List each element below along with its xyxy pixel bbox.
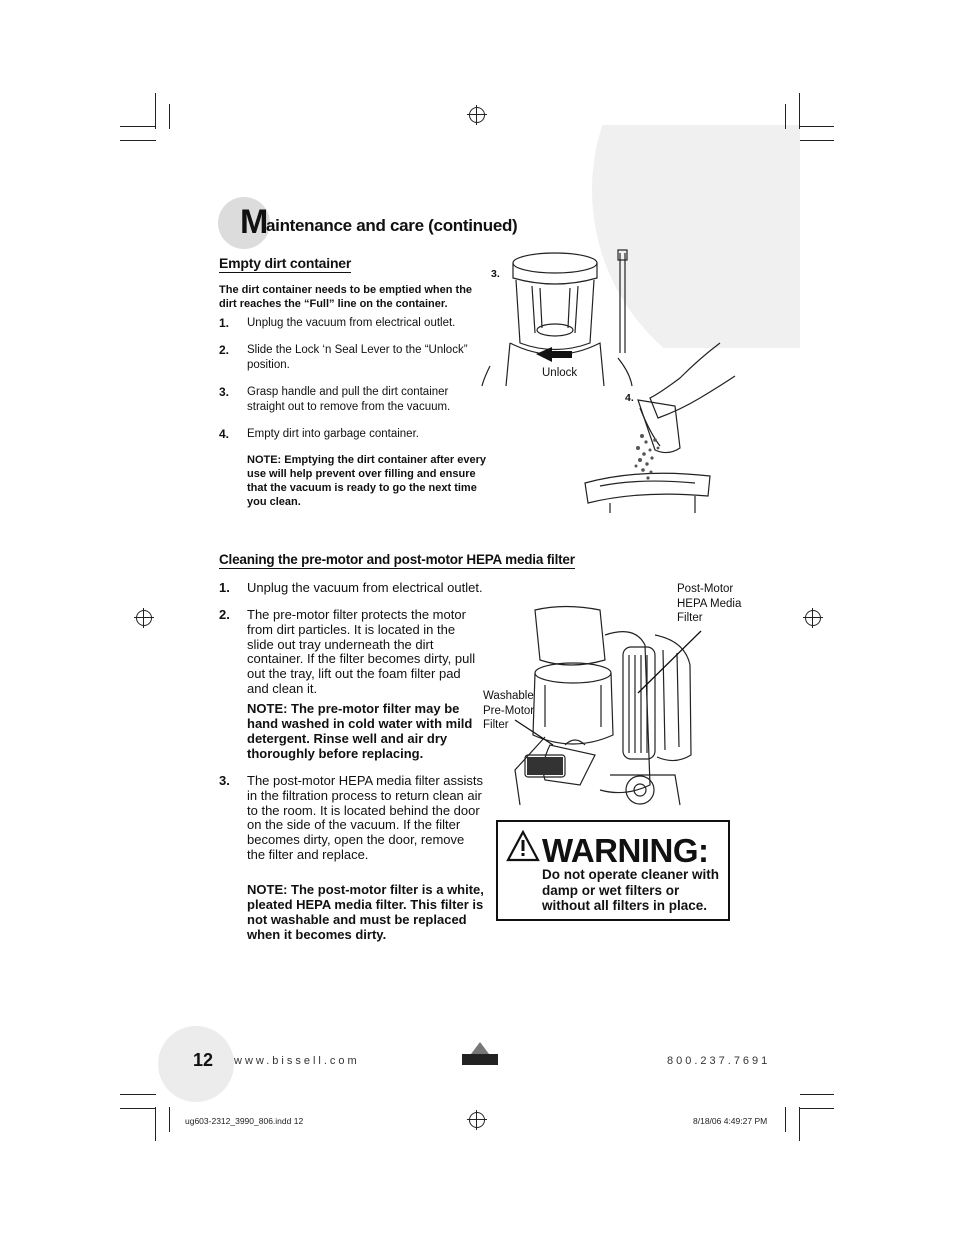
- bissell-logo-icon: [461, 1042, 499, 1068]
- filter-note-3: NOTE: The post-motor filter is a white, pleated HEPA media filter. This filter is not washable and must be replaced when it becomes dirty.: [247, 882, 484, 942]
- heading-drop-cap: M: [240, 203, 269, 241]
- empty-step-4: 4. Empty dirt into garbage container.: [219, 427, 419, 441]
- empty-step-2: 2. Slide the Lock ‘n Seal Lever to the “Unlock” position.: [219, 343, 468, 371]
- empty-step-3: 3. Grasp handle and pull the dirt container straight out to remove from the vacuum.: [219, 385, 451, 413]
- website-url: www.bissell.com: [234, 1055, 360, 1067]
- empty-step-1: 1. Unplug the vacuum from electrical outlet.: [219, 316, 456, 330]
- post-motor-filter-label: Post-Motor HEPA Media Filter: [677, 583, 742, 624]
- figure-4-emptying-dirt: [580, 338, 740, 513]
- empty-intro: The dirt container needs to be emptied when the dirt reaches the “Full” line on the container.: [219, 284, 473, 310]
- filter-step-1: 1. Unplug the vacuum from electrical outlet.: [219, 580, 483, 595]
- registration-mark-icon: [469, 107, 485, 123]
- empty-note: NOTE: Emptying the dirt container after every use will help prevent over filling and ensure that the vacuum is ready to go the next time you clean.: [247, 454, 486, 508]
- unlock-label: Unlock: [542, 367, 578, 379]
- print-date: 8/18/06 4:49:27 PM: [693, 1116, 768, 1126]
- warning-title: WARNING:: [542, 832, 709, 869]
- warning-triangle-icon: [506, 830, 540, 862]
- pre-motor-filter-label: Washable Pre-Motor Filter: [483, 690, 535, 731]
- warning-box: [496, 820, 730, 921]
- registration-mark-icon: [136, 610, 152, 626]
- filter-step-3: 3. The post-motor HEPA media filter assists in the filtration process to return clean air to the room. It is located behind the door on the side of the vacuum. If the filter becomes dirty, open the door, remove the filter and replace.: [219, 773, 484, 862]
- registration-mark-icon: [469, 1112, 485, 1128]
- page-number: 12: [193, 1050, 214, 1070]
- phone-number: 800.237.7691: [667, 1055, 771, 1067]
- section-title-filter: Cleaning the pre-motor and post-motor HEPA media filter: [219, 552, 575, 567]
- filter-step-2: 2. The pre-motor filter protects the motor from dirt particles. It is located in the slide out tray underneath the dirt container. If the filter becomes dirty, pull out the tray, lift out the foam filter pad and clean it.: [219, 607, 476, 696]
- section-title-empty: Empty dirt container: [219, 255, 352, 271]
- file-slug: ug603-2312_3990_806.indd 12: [185, 1116, 304, 1126]
- page-title: aintenance and care (continued): [266, 216, 518, 235]
- filter-note-2: NOTE: The pre-motor filter may be hand washed in cold water with mild detergent. Rinse well and air dry thoroughly before replacing.: [247, 701, 473, 761]
- registration-mark-icon: [805, 610, 821, 626]
- figure-4-label: 4.: [625, 392, 634, 404]
- figure-3-label: 3.: [491, 268, 500, 280]
- warning-text: Do not operate cleaner with damp or wet filters or without all filters in place.: [542, 867, 720, 913]
